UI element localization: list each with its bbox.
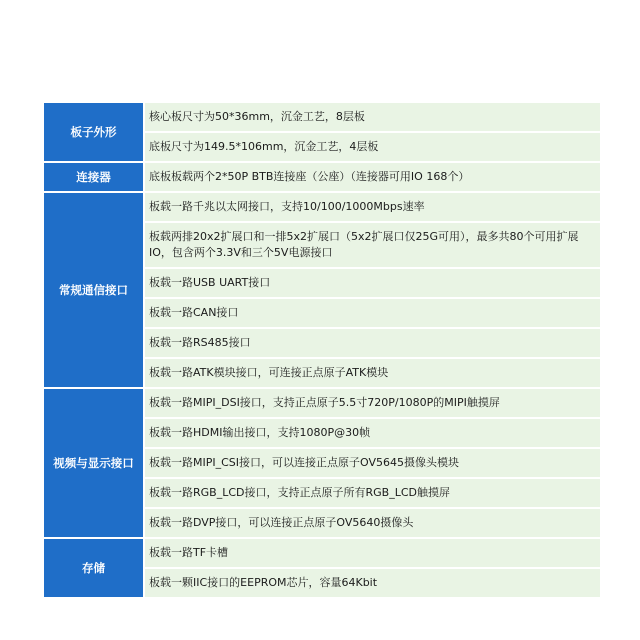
spec-cell: 板载一路USB UART接口 [145, 269, 600, 297]
spec-cell: 底板板载两个2*50P BTB连接座（公座）（连接器可用IO 168个） [145, 163, 600, 191]
category-cell-storage: 存储 [44, 539, 145, 597]
spec-cell: 核心板尺寸为50*36mm，沉金工艺，8层板 [145, 103, 600, 131]
spec-cell: 板载一路DVP接口，可以连接正点原子OV5640摄像头 [145, 509, 600, 537]
spec-cell: 板载一路RS485接口 [145, 329, 600, 357]
category-cell-connector: 连接器 [44, 163, 145, 191]
table-row [44, 163, 600, 191]
category-cell-form-factor: 板子外形 [44, 103, 145, 161]
spec-cell: 板载一路HDMI输出接口，支持1080P@30帧 [145, 419, 600, 447]
table-row [44, 389, 600, 417]
spec-cell: 板载一路千兆以太网接口，支持10/100/1000Mbps速率 [145, 193, 600, 221]
spec-cell: 板载一路MIPI_DSI接口，支持正点原子5.5寸720P/1080P的MIPI触摸屏 [145, 389, 600, 417]
spec-cell: 板载一路ATK模块接口，可连接正点原子ATK模块 [145, 359, 600, 387]
spec-table [44, 101, 600, 599]
spec-cell: 板载一颗IIC接口的EEPROM芯片，容量64Kbit [145, 569, 600, 597]
category-cell-communication: 常规通信接口 [44, 193, 145, 387]
table-row [44, 539, 600, 567]
spec-cell: 板载两排20x2扩展口和一排5x2扩展口（5x2扩展口仅25G可用），最多共80个可用扩展IO，包含两个3.3V和三个5V电源接口 [145, 223, 600, 267]
spec-cell: 板载一路TF卡槽 [145, 539, 600, 567]
spec-cell: 板载一路RGB_LCD接口，支持正点原子所有RGB_LCD触摸屏 [145, 479, 600, 507]
spec-cell: 底板尺寸为149.5*106mm，沉金工艺，4层板 [145, 133, 600, 161]
spec-cell: 板载一路CAN接口 [145, 299, 600, 327]
spec-cell: 板载一路MIPI_CSI接口，可以连接正点原子OV5645摄像头模块 [145, 449, 600, 477]
table-row [44, 193, 600, 221]
table-row [44, 103, 600, 131]
category-cell-video-display: 视频与显示接口 [44, 389, 145, 537]
